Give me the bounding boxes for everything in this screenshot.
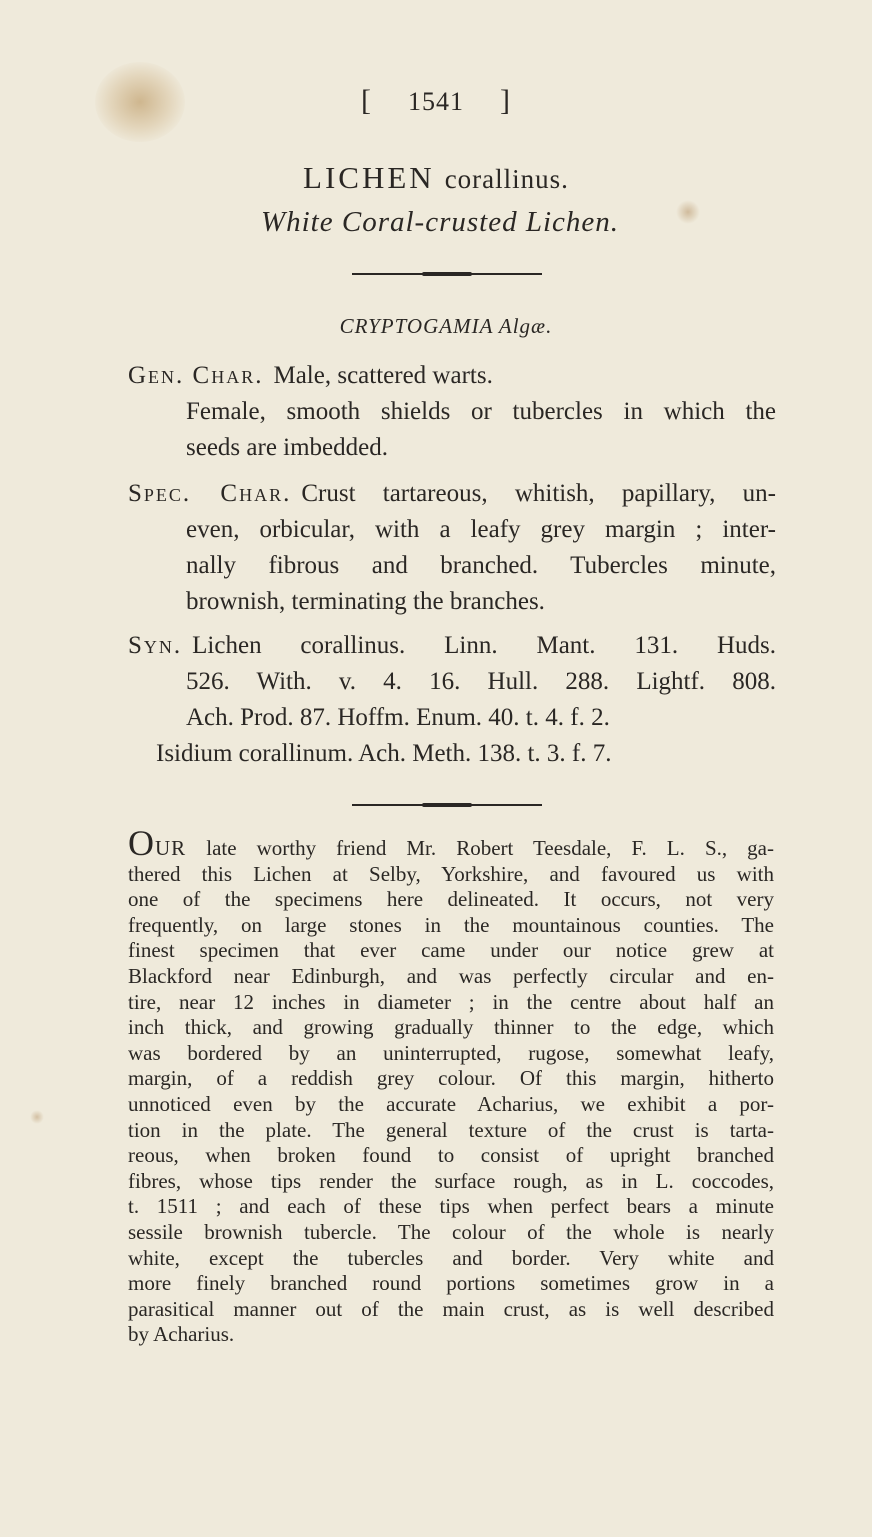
body-line: reous, when broken found to consist of upright branched xyxy=(128,1143,774,1168)
divider-rule xyxy=(352,273,542,275)
title-species: corallinus. xyxy=(444,164,569,194)
drop-cap: O xyxy=(128,823,154,863)
spec-char-label: Spec. Char. xyxy=(128,480,292,507)
description-text xyxy=(128,823,774,1348)
synonymy xyxy=(128,628,776,772)
foxing-stain xyxy=(30,1110,44,1124)
generic-character xyxy=(128,358,776,466)
spec-char-line: even, orbicular, with a leafy grey margin ; inter- xyxy=(186,516,776,543)
gen-char-line: seeds are imbedded. xyxy=(186,434,389,461)
page-title xyxy=(0,160,872,196)
body-line: fibres, whose tips render the surface rough, as in L. coccodes, xyxy=(128,1168,774,1193)
syn-line: 526. With. v. 4. 16. Hull. 288. Lightf. 808. xyxy=(186,668,776,695)
divider-rule xyxy=(352,804,542,806)
body-line: white, except the tubercles and border. Very white and xyxy=(128,1245,774,1270)
spec-char-line: nally fibrous and branched. Tubercles minute, xyxy=(186,552,776,579)
page-number xyxy=(0,84,872,118)
folio-close-bracket: ] xyxy=(500,84,511,117)
title-genus: LICHEN xyxy=(303,160,435,195)
gen-char-line: Female, smooth shields or tubercles in which the xyxy=(186,398,776,425)
body-line: sessile brownish tubercle. The colour of the whole is nearly xyxy=(128,1219,774,1244)
classification: CRYPTOGAMIA Algæ. xyxy=(339,314,553,338)
spec-char-line: Spec. Char. Crust tartareous, whitish, papillary, un- xyxy=(128,480,776,507)
body-line: t. 1511 ; and each of these tips when perfect bears a minute xyxy=(128,1194,774,1219)
syn-label: Syn. xyxy=(128,632,183,659)
gen-char-line: Gen. Char. Male, scattered warts. xyxy=(128,362,493,389)
folio-open-bracket: [ xyxy=(361,84,372,117)
common-name: White Coral-crusted Lichen. xyxy=(260,206,620,238)
spec-char-line: brownish, terminating the branches. xyxy=(186,588,545,615)
body-line: Blackford near Edinburgh, and was perfectly circular and en- xyxy=(128,963,774,988)
body-line: unnoticed even by the accurate Acharius, we exhibit a por- xyxy=(128,1091,774,1116)
body-line: parasitical manner out of the main crust, as is well described xyxy=(128,1296,774,1321)
body-line: margin, of a reddish grey colour. Of this margin, hitherto xyxy=(128,1066,774,1091)
body-line: inch thick, and growing gradually thinner to the edge, which xyxy=(128,1015,774,1040)
syn-line: Isidium corallinum. Ach. Meth. 138. t. 3. f. 7. xyxy=(156,740,612,767)
body-line: was bordered by an uninterrupted, rugose, somewhat leafy, xyxy=(128,1040,774,1065)
body-line: frequently, on large stones in the mountainous counties. The xyxy=(128,912,774,937)
body-line: tion in the plate. The general texture of the crust is tarta- xyxy=(128,1117,774,1142)
syn-line: Ach. Prod. 87. Hoffm. Enum. 40. t. 4. f. 2. xyxy=(186,704,610,731)
body-line: more finely branched round portions sometimes grow in a xyxy=(128,1271,774,1296)
body-line: OUR late worthy friend Mr. Robert Teesdale, F. L. S., ga- xyxy=(128,823,774,863)
body-line: by Acharius. xyxy=(128,1322,235,1347)
body-line: finest specimen that ever came under our notice grew at xyxy=(128,938,774,963)
syn-line: Syn. Lichen corallinus. Linn. Mant. 131. Huds. xyxy=(128,632,776,659)
gen-char-label: Gen. Char. xyxy=(128,362,264,389)
folio-number: 1541 xyxy=(408,87,464,116)
specific-character xyxy=(128,476,776,620)
body-line: one of the specimens here delineated. It occurs, not very xyxy=(128,887,774,912)
body-line: thered this Lichen at Selby, Yorkshire, and favoured us with xyxy=(128,861,774,886)
body-line: tire, near 12 inches in diameter ; in the centre about half an xyxy=(128,989,774,1014)
